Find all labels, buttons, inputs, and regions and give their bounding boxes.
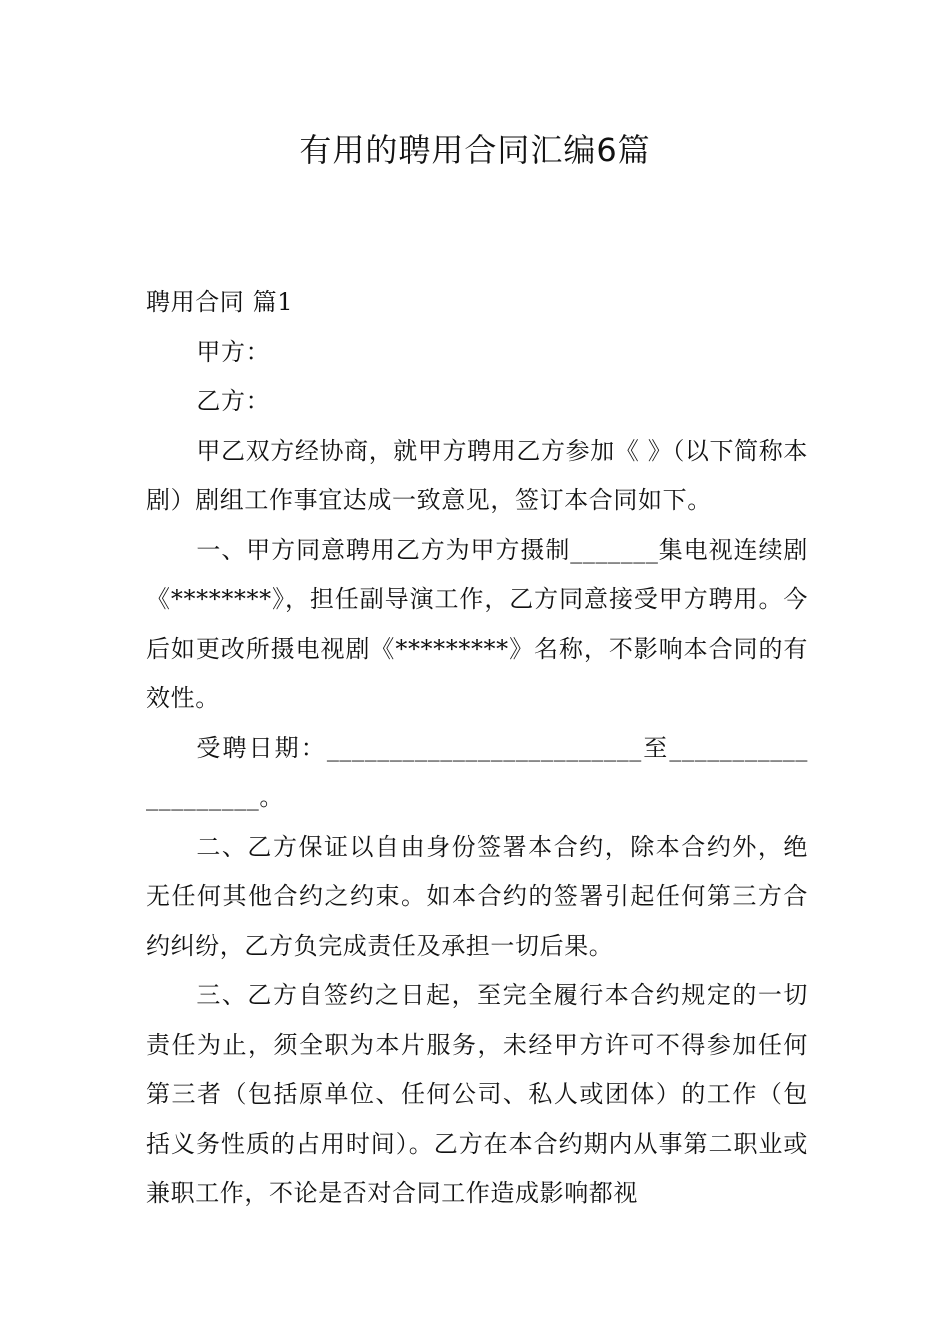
section-heading: 聘用合同 篇1 bbox=[146, 288, 294, 316]
clause-2-paragraph: 二、乙方保证以自由身份签署本合约，除本合约外，绝无任何其他合约之约束。如本合约的签署引起任何第三方合约纠纷，乙方负完成责任及承担一切后果。 bbox=[146, 832, 808, 960]
employment-period-paragraph: 受聘日期：_________________________至____________________。 bbox=[146, 733, 808, 811]
document-body bbox=[146, 278, 808, 1219]
preamble-paragraph: 甲乙双方经协商，就甲方聘用乙方参加《 》（以下简称本剧）剧组工作事宜达成一致意见，签订本合同如下。 bbox=[146, 436, 808, 514]
party-b-line: 乙方： bbox=[196, 387, 271, 415]
clause-3-paragraph: 三、乙方自签约之日起，至完全履行本合约规定的一切责任为止，须全职为本片服务，未经甲方许可不得参加任何第三者（包括原单位、任何公司、私人或团体）的工作（包括义务性质的占用时间）。乙方在本合约期内从事第二职业或兼职工作，不论是否对合同工作造成影响都视 bbox=[146, 981, 808, 1207]
clause-1-paragraph: 一、甲方同意聘用乙方为甲方摄制_______集电视连续剧《********》，担任副导演工作，乙方同意接受甲方聘用。今后如更改所摄电视剧《*********》名称，不影响本合同的有效性。 bbox=[146, 535, 808, 712]
document-title: 有用的聘用合同汇编6篇 bbox=[299, 131, 651, 169]
party-a-line: 甲方： bbox=[196, 337, 271, 366]
